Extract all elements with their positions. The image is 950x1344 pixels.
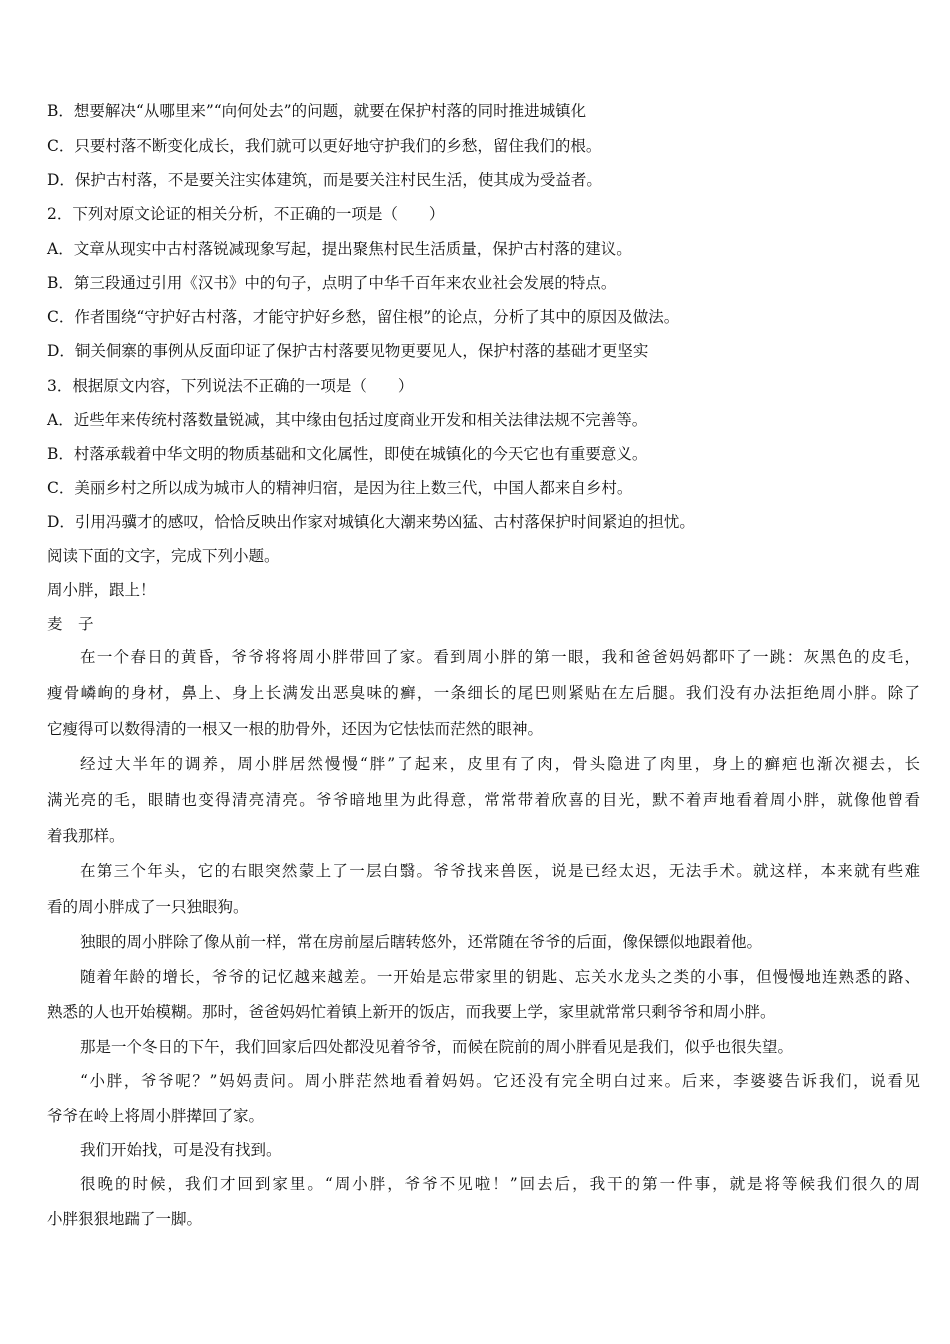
- story-line: 小胖狠狠地踹了一脚。: [47, 1210, 203, 1228]
- story-line: 经过大半年的调养，周小胖居然慢慢“胖”了起来，皮里有了肉，骨头隐进了肉里，身上的癣疤也渐次褪去，长: [80, 755, 920, 773]
- q3-option-c: C．美丽乡村之所以成为城市人的精神归宿，是因为往上数三代，中国人都来自乡村。: [47, 479, 633, 497]
- story-author: 麦 子: [47, 615, 94, 633]
- q1-option-d: D．保护古村落，不是要关注实体建筑，而是要关注村民生活，使其成为受益者。: [47, 171, 602, 189]
- story-line: 爷爷在岭上将周小胖撵回了家。: [47, 1107, 265, 1125]
- q2-option-a: A．文章从现实中古村落锐减现象写起，提出聚焦村民生活质量，保护古村落的建议。: [47, 240, 632, 258]
- q3-stem: 3．根据原文内容，下列说法不正确的一项是（ ）: [47, 377, 414, 395]
- q2-option-b: B．第三段通过引用《汉书》中的句子，点明了中华千百年来农业社会发展的特点。: [47, 274, 617, 292]
- story-line: 看的周小胖成了一只独眼狗。: [47, 898, 249, 916]
- story-line: 熟悉的人也开始模糊。那时，爸爸妈妈忙着镇上新开的饭店，而我要上学，家里就常常只剩爷爷和周小胖。: [47, 1003, 776, 1021]
- q3-option-a: A．近些年来传统村落数量锐减，其中缘由包括过度商业开发和相关法律法规不完善等。: [47, 411, 648, 429]
- reading-instruction: 阅读下面的文字，完成下列小题。: [47, 547, 280, 565]
- story-line: 随着年龄的增长，爷爷的记忆越来越差。一开始是忘带家里的钥匙、忘关水龙头之类的小事，但慢慢地连熟悉的路、: [80, 968, 920, 986]
- story-line: 在一个春日的黄昏，爷爷将将周小胖带回了家。看到周小胖的第一眼，我和爸爸妈妈都吓了一跳：灰黑色的皮毛，: [80, 648, 920, 666]
- q2-option-c: C．作者围绕“守护好古村落，才能守护好乡愁，留住根”的论点，分析了其中的原因及做法。: [47, 308, 680, 326]
- q3-option-b: B．村落承载着中华文明的物质基础和文化属性，即使在城镇化的今天它也有重要意义。: [47, 445, 648, 463]
- q3-option-d: D．引用冯骥才的感叹，恰恰反映出作家对城镇化大潮来势凶猛、古村落保护时间紧迫的担忧。: [47, 513, 695, 531]
- story-line: 满光亮的毛，眼睛也变得清亮清亮。爷爷暗地里为此得意，常常带着欣喜的目光，默不着声地看着周小胖，就像他曾看: [47, 791, 920, 809]
- story-line: 在第三个年头，它的右眼突然蒙上了一层白翳。爷爷找来兽医，说是已经太迟，无法手术。就这样，本来就有些难: [80, 862, 920, 880]
- story-line: “小胖，爷爷呢？”妈妈责问。周小胖茫然地看着妈妈。它还没有完全明白过来。后来，李婆婆告诉我们，说看见: [80, 1072, 920, 1090]
- q1-option-b: B．想要解决“从哪里来”“向何处去”的问题，就要在保护村落的同时推进城镇化: [47, 102, 587, 120]
- story-line: 很晚的时候，我们才回到家里。“周小胖，爷爷不见啦！”回去后，我干的第一件事，就是将等候我们很久的周: [80, 1175, 920, 1193]
- story-line: 它瘦得可以数得清的一根又一根的肋骨外，还因为它怯怯而茫然的眼神。: [47, 720, 544, 738]
- q2-option-d: D．铜关侗寨的事例从反面印证了保护古村落要见物更要见人，保护村落的基础才更坚实: [47, 342, 649, 360]
- q1-option-c: C．只要村落不断变化成长，我们就可以更好地守护我们的乡愁，留住我们的根。: [47, 137, 602, 155]
- story-title: 周小胖，跟上！: [47, 581, 156, 599]
- q2-stem: 2．下列对原文论证的相关分析，不正确的一项是（ ）: [47, 205, 445, 223]
- story-line: 着我那样。: [47, 827, 125, 845]
- story-line: 独眼的周小胖除了像从前一样，常在房前屋后瞎转悠外，还常随在爷爷的后面，像保镖似地跟着他。: [80, 933, 763, 951]
- story-line: 我们开始找，可是没有找到。: [80, 1141, 282, 1159]
- story-line: 那是一个冬日的下午，我们回家后四处都没见着爷爷，而候在院前的周小胖看见是我们，似乎也很失望。: [80, 1038, 794, 1056]
- story-line: 瘦骨嶙峋的身材，鼻上、身上长满发出恶臭味的癣，一条细长的尾巴则紧贴在左后腿。我们没有办法拒绝周小胖。除了: [47, 684, 920, 702]
